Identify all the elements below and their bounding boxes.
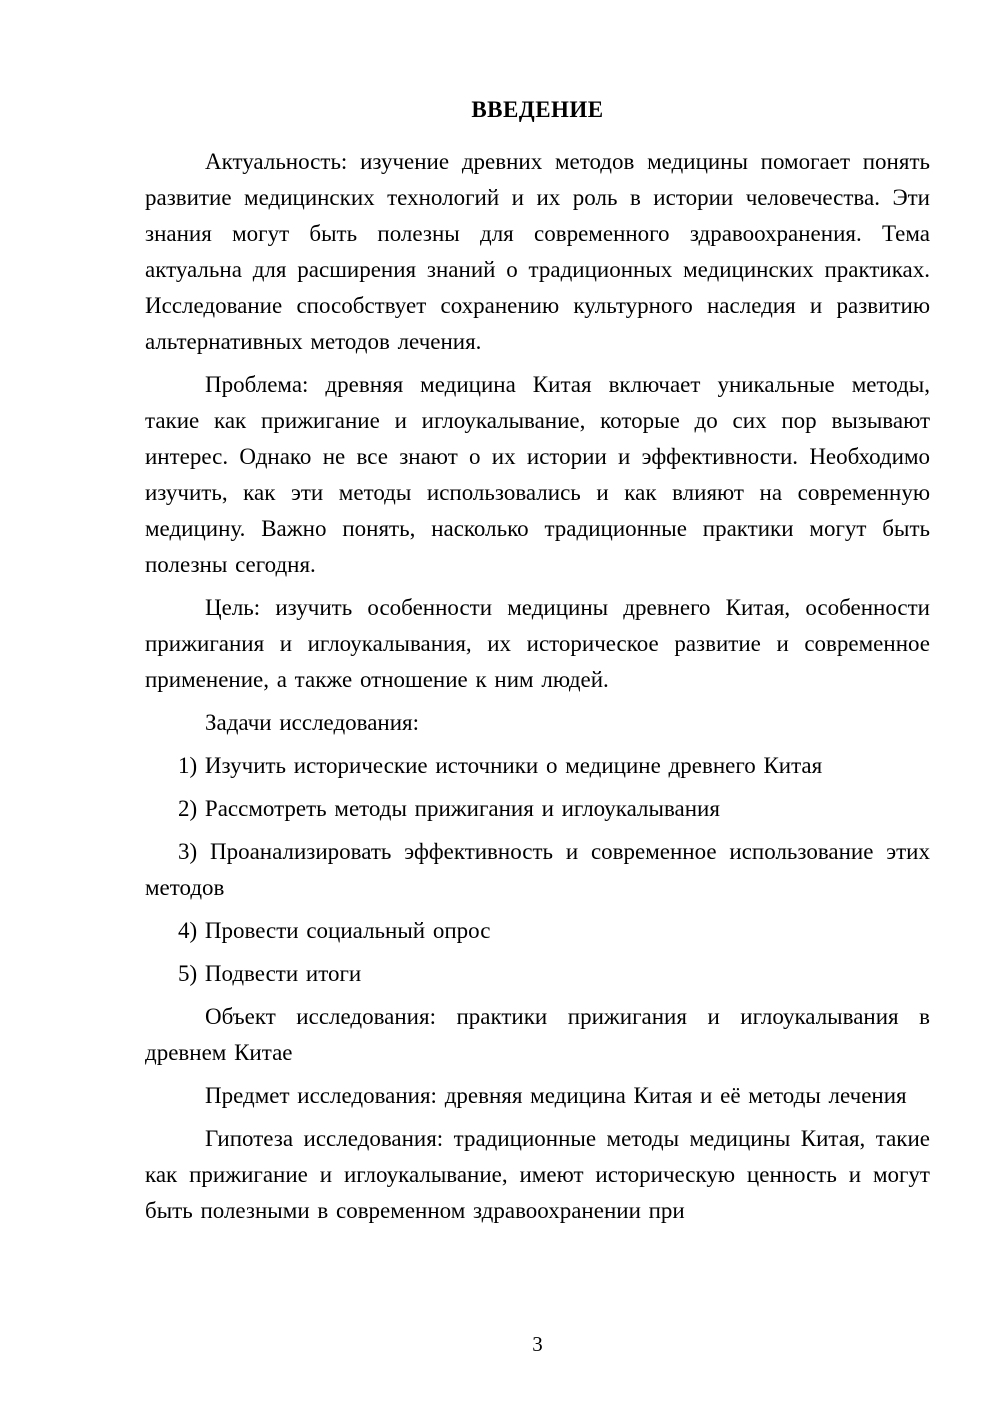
paragraph-problem: Проблема: древняя медицина Китая включает уникальные методы, такие как прижигание и иглоукалывание, которые до сих пор вызывают интерес. Однако не все знают о их истории и эффективности. Необходимо изучить, как эти методы использовались и как влияют на современную медицину. Важно понять, насколько традиционные практики могут быть полезны сегодня. [145,372,930,577]
paragraph-tasks-heading: Задачи исследования: [205,710,420,735]
paragraph-hypothesis: Гипотеза исследования: традиционные методы медицины Китая, такие как прижигание и иглоукалывание, имеют историческую ценность и могут быть полезными в современном здравоохранении при [145,1126,930,1223]
task-item-5: 5) Подвести итоги [178,961,362,986]
task-item-1: 1) Изучить исторические источники о медицине древнего Китая [178,753,823,778]
page-title: ВВЕДЕНИЕ [471,97,604,122]
paragraph-subject: Предмет исследования: древняя медицина Китая и её методы лечения [205,1083,907,1108]
task-item-3: 3) Проанализировать эффективность и современное использование этих методов [145,839,930,900]
task-item-2: 2) Рассмотреть методы прижигания и иглоукалывания [178,796,720,821]
page-number: 3 [532,1332,543,1356]
paragraph-object: Объект исследования: практики прижигания и иглоукалывания в древнем Китае [145,1004,930,1065]
task-item-4: 4) Провести социальный опрос [178,918,491,943]
paragraph-relevance: Актуальность: изучение древних методов медицины помогает понять развитие медицинских технологий и их роль в истории человечества. Эти знания могут быть полезны для современного здравоохранения. Тема актуальна для расширения знаний о традиционных медицинских практиках. Исследование способствует сохранению культурного наследия и развитию альтернативных методов лечения. [145,149,930,354]
paragraph-goal: Цель: изучить особенности медицины древнего Китая, особенности прижигания и иглоукалывания, их историческое развитие и современное применение, а также отношение к ним людей. [145,595,930,692]
